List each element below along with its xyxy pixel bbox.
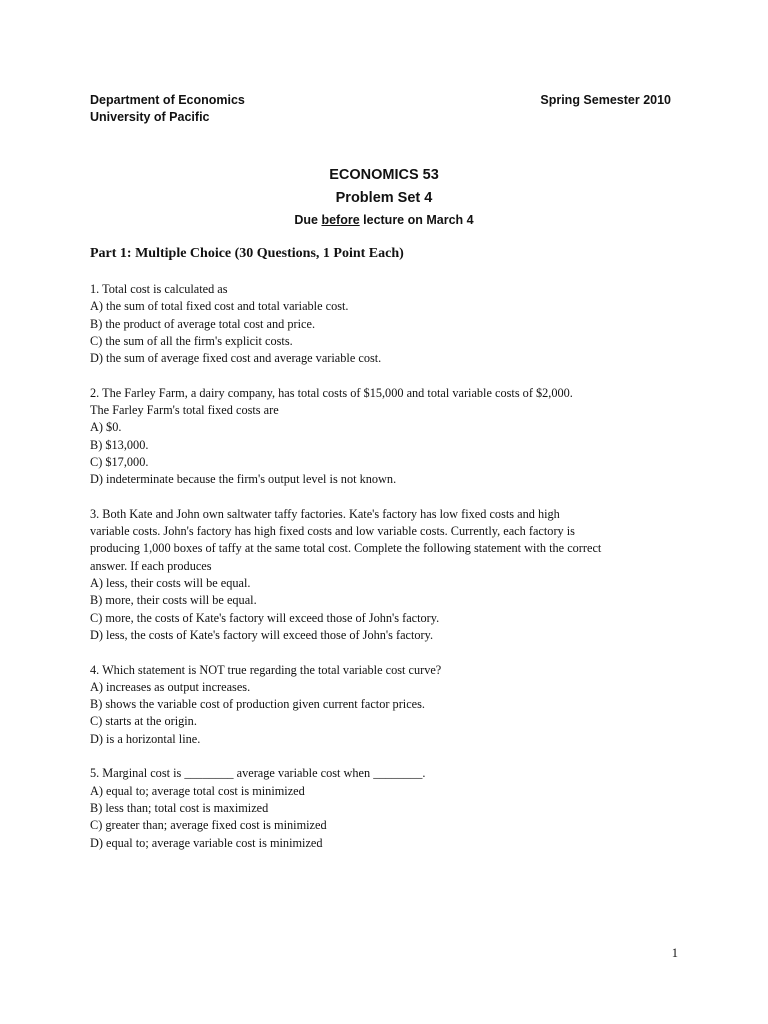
answer-choice-b: B) shows the variable cost of production given current factor prices. [90, 697, 425, 712]
question-stem: 5. Marginal cost is ________ average variable cost when ________. [90, 766, 426, 781]
university-name: University of Pacific [90, 110, 210, 124]
answer-choice-b: B) less than; total cost is maximized [90, 800, 269, 815]
course-title: ECONOMICS 53 [329, 167, 439, 183]
question-stem: 2. The Farley Farm, a dairy company, has total costs of $15,000 and total variable costs of $2,000. [90, 385, 573, 400]
question-2 [90, 385, 680, 489]
answer-choice-c: C) starts at the origin. [90, 714, 197, 729]
due-prefix: Due [294, 213, 322, 227]
question-3 [90, 506, 680, 644]
semester-label: Spring Semester 2010 [540, 93, 671, 107]
question-stem: The Farley Farm's total fixed costs are [90, 403, 279, 418]
answer-choice-c: C) more, the costs of Kate's factory will exceed those of John's factory. [90, 610, 440, 625]
answer-choice-b: B) $13,000. [90, 437, 149, 452]
answer-choice-c: C) $17,000. [90, 454, 149, 469]
answer-choice-a: A) the sum of total fixed cost and total variable cost. [90, 299, 349, 314]
question-stem: variable costs. John's factory has high fixed costs and low variable costs. Currently, each factory is [90, 524, 575, 539]
due-line [0, 210, 768, 230]
answer-choice-a: A) equal to; average total cost is minimized [90, 783, 305, 798]
question-stem: 4. Which statement is NOT true regarding the total variable cost curve? [90, 662, 442, 677]
problem-set-title: Problem Set 4 [335, 190, 433, 206]
answer-choice-a: A) less, their costs will be equal. [90, 576, 251, 591]
header-right [540, 92, 671, 109]
part-heading: Part 1: Multiple Choice (30 Questions, 1 Point Each) [90, 246, 404, 261]
answer-choice-d: D) the sum of average fixed cost and average variable cost. [90, 351, 382, 366]
answer-choice-c: C) the sum of all the firm's explicit costs. [90, 333, 293, 348]
answer-choice-c: C) greater than; average fixed cost is minimized [90, 818, 327, 833]
answer-choice-a: A) $0. [90, 420, 122, 435]
answer-choice-d: D) is a horizontal line. [90, 731, 201, 746]
header-left [90, 92, 245, 126]
answer-choice-a: A) increases as output increases. [90, 679, 251, 694]
question-stem: 3. Both Kate and John own saltwater taffy factories. Kate's factory has low fixed costs and high [90, 506, 560, 521]
question-stem: producing 1,000 boxes of taffy at the same total cost. Complete the following statement with the correct [90, 541, 602, 556]
department-name: Department of Economics [90, 93, 245, 107]
question-list [90, 281, 680, 869]
question-5 [90, 765, 680, 851]
answer-choice-d: D) equal to; average variable cost is minimized [90, 835, 323, 850]
title-block [0, 164, 768, 230]
answer-choice-b: B) the product of average total cost and price. [90, 316, 316, 331]
page-number: 1 [671, 946, 678, 960]
answer-choice-d: D) indeterminate because the firm's output level is not known. [90, 472, 397, 487]
due-suffix: lecture on March 4 [359, 213, 474, 227]
answer-choice-d: D) less, the costs of Kate's factory will exceed those of John's factory. [90, 627, 434, 642]
question-stem: answer. If each produces [90, 558, 212, 573]
question-stem: 1. Total cost is calculated as [90, 282, 228, 296]
due-emphasis: before [321, 213, 360, 227]
question-1 [90, 281, 680, 367]
question-4 [90, 662, 680, 748]
answer-choice-b: B) more, their costs will be equal. [90, 593, 257, 608]
